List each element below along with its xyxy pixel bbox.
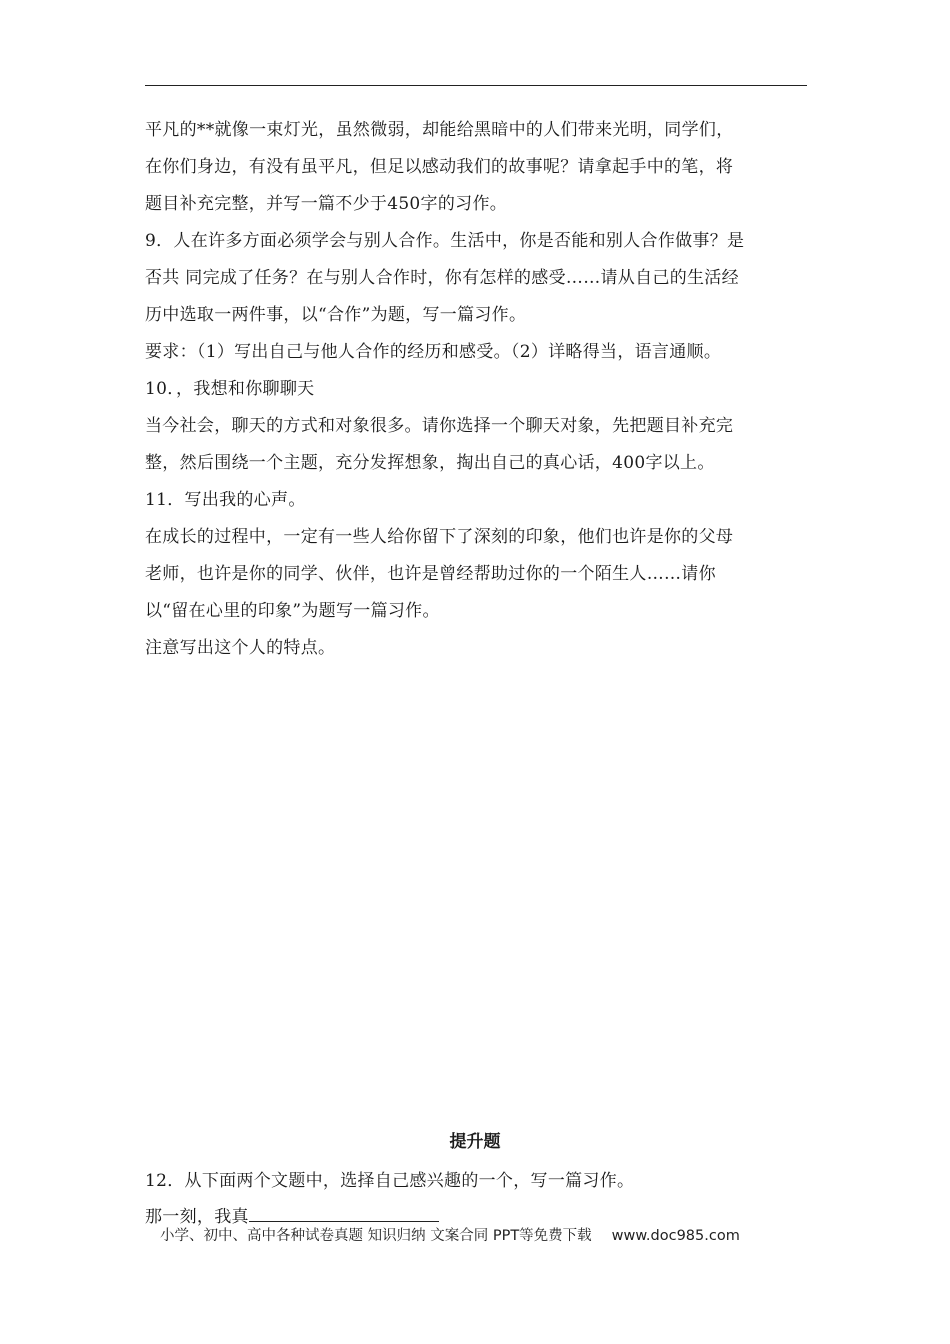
- section-title: 提升题: [449, 1132, 501, 1152]
- text-line: 历中选取一两件事，以“合作”为题，写一篇习作。: [145, 305, 527, 325]
- document-body: [145, 112, 810, 667]
- text-line: 平凡的**就像一束灯光，虽然微弱，却能给黑暗中的人们带来光明，同学们，: [145, 120, 734, 140]
- fill-blank: [249, 1203, 439, 1222]
- note-line: 注意写出这个人的特点。: [145, 638, 336, 658]
- text-line: 题目补充完整，并写一篇不少于450字的习作。: [145, 194, 508, 214]
- question-9: 9．人在许多方面必须学会与别人合作。生活中，你是否能和别人合作做事？是: [145, 231, 745, 251]
- text-line: 整，然后围绕一个主题，充分发挥想象，掏出自己的真心话，400字以上。: [145, 453, 715, 473]
- text-line: 老师，也许是你的同学、伙伴，也许是曾经帮助过你的一个陌生人……请你: [145, 564, 716, 584]
- text-line: 否共 同完成了任务？在与别人合作时，你有怎样的感受……请从自己的生活经: [145, 268, 739, 288]
- question-12: 12．从下面两个文题中，选择自己感兴趣的一个，写一篇习作。: [145, 1171, 635, 1191]
- footer-text: 小学、初中、高中各种试卷真题 知识归纳 文案合同 PPT等免费下载: [160, 1228, 592, 1244]
- text-line: 当今社会，聊天的方式和对象很多。请你选择一个聊天对象，先把题目补充完: [145, 416, 734, 436]
- text-line: 在你们身边，有没有虽平凡，但足以感动我们的故事呢？请拿起手中的笔，将: [145, 157, 734, 177]
- question-10: 10．，我想和你聊聊天: [145, 379, 315, 399]
- footer: [160, 1224, 740, 1248]
- footer-url[interactable]: www.doc985.com: [611, 1228, 740, 1244]
- header-rule: [145, 85, 807, 86]
- requirements: 要求：（1）写出自己与他人合作的经历和感受。（2）详略得当，语言通顺。: [145, 342, 722, 362]
- question-11: 11．写出我的心声。: [145, 490, 306, 510]
- text-line: 在成长的过程中，一定有一些人给你留下了深刻的印象，他们也许是你的父母: [145, 527, 734, 547]
- text-line: 以“留在心里的印象”为题写一篇习作。: [145, 601, 440, 621]
- essay-title-start: 那一刻，我真: [145, 1207, 249, 1227]
